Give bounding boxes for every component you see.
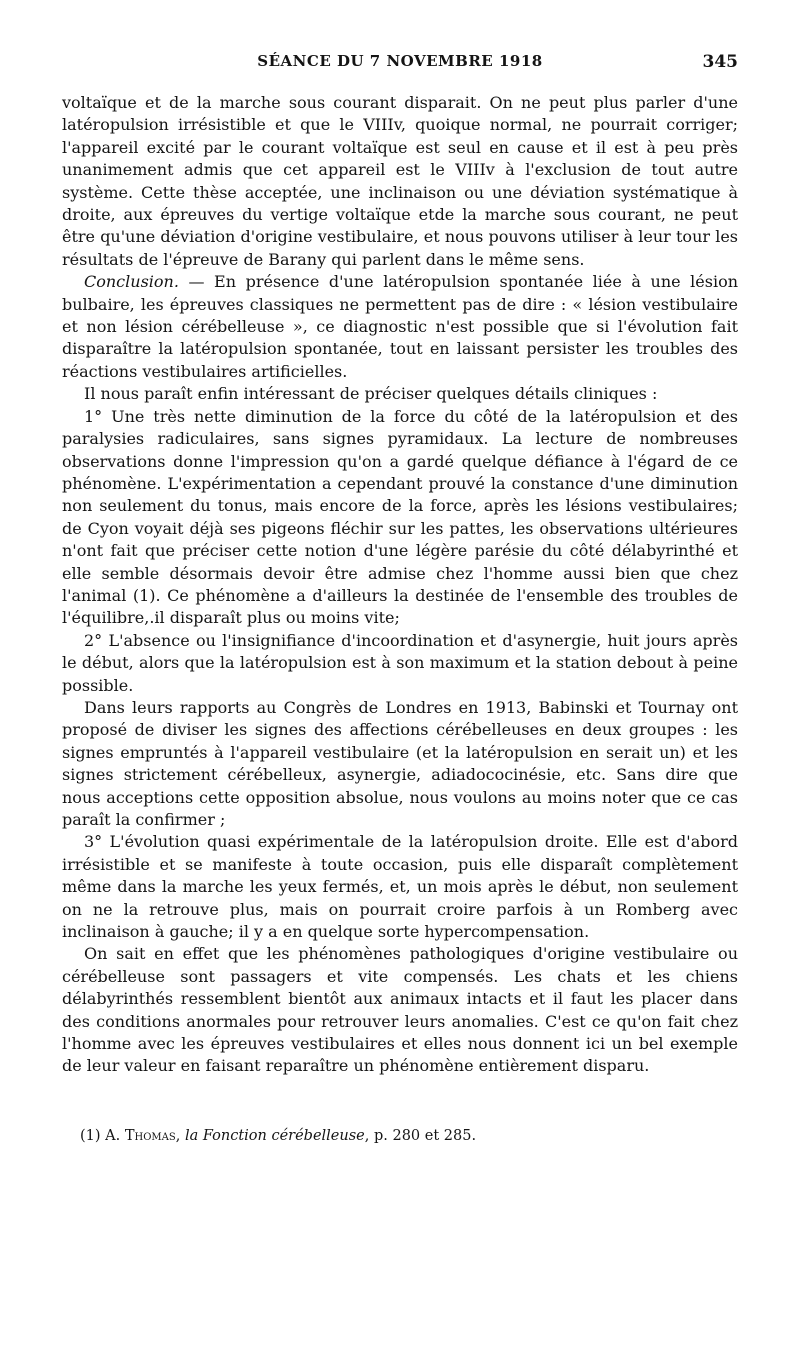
- conclusion-text: — En présence d'une latéropulsion spontanée liée à une lésion bulbaire, les épreuves classiques ne permettent pas de dire : « lésion vestibulaire et non lésion cérébelleuse », ce diagnostic n'est possible que si l'évolution fait disparaître la latéropulsion spontanée, tout en laissant persister les troubles des réactions vestibulaires artificielles.: [62, 272, 738, 381]
- paragraph-point-3: 3° L'évolution quasi expérimentale de la latéropulsion droite. Elle est d'abord irrésistible et se manifeste à toute occasion, puis elle disparaît complètement même dans la marche les yeux fermés, et, un mois après le début, non seulement on ne la retrouve plus, mais on pourrait croire parfois à un Romberg avec inclinaison à gauche; il y a en quelque sorte hypercompensation.: [62, 832, 738, 942]
- body-text: [62, 92, 738, 1078]
- running-title: SÉANCE DU 7 NOVEMBRE 1918: [257, 52, 543, 70]
- footnote-marker: (1) A.: [80, 1128, 125, 1144]
- paragraph-point-1: 1° Une très nette diminution de la force du côté de la latéropulsion et des paralysies radiculaires, sans signes pyramidaux. La lecture de nombreuses observations donne l'impression qu'on a gardé quelque défiance à l'égard de ce phénomène. L'expérimentation a cependant prouvé la constance d'une diminution non seulement du tonus, mais encore de la force, après les lésions vestibulaires; de Cyon voyait déjà ses pigeons fléchir sur les pattes, les observations ultérieures n'ont fait que préciser cette notion d'une légère parésie du côté délabyrinthé et elle semble désormais devoir être admise chez l'homme aussi bien que chez l'animal (1). Ce phénomène a d'ailleurs la destinée de l'ensemble des troubles de l'équilibre,.il disparaît plus ou moins vite;: [62, 406, 738, 628]
- footnote: [80, 1126, 738, 1146]
- footnote-author: Thomas: [124, 1128, 176, 1144]
- page-number: 345: [702, 52, 738, 72]
- paragraph-conclusion: [62, 271, 738, 383]
- paragraph-clinical-intro: Il nous paraît enfin intéressant de préciser quelques détails cliniques :: [84, 384, 658, 404]
- conclusion-label: Conclusion.: [84, 272, 179, 292]
- footnote-separator: ,: [175, 1128, 185, 1144]
- footnote-work: la Fonction cérébelleuse: [184, 1128, 365, 1144]
- paragraph-continued: voltaïque et de la marche sous courant disparait. On ne peut plus parler d'une latéropulsion irrésistible et que le VIIIv, quoique normal, ne pourrait corriger; l'appareil excité par le courant voltaïque est seul en cause et il est à peu près unanimement admis que cet appareil est le VIIIv à l'exclusion de tout autre système. Cette thèse acceptée, une inclinaison ou une déviation systématique à droite, aux épreuves du vertige voltaïque etde la marche sous courant, ne peut être qu'une déviation d'origine vestibulaire, et nous pouvons utiliser à leur tour les résultats de l'épreuve de Barany qui parlent dans le même sens.: [62, 93, 738, 269]
- paragraph-point-2: 2° L'absence ou l'insignifiance d'incoordination et d'asynergie, huit jours après le début, alors que la latéropulsion est à son maximum et la station debout à peine possible.: [62, 630, 738, 695]
- paragraph-closing: On sait en effet que les phénomènes pathologiques d'origine vestibulaire ou cérébelleuse sont passagers et vite compensés. Les chats et les chiens délabyrinthés ressemblent bientôt aux animaux intacts et il faut les placer dans des conditions anormales pour retrouver leurs anomalies. C'est ce qu'on fait chez l'homme avec les épreuves vestibulaires et elles nous donnent ici un bel exemple de leur valeur en faisant reparaître un phénomène entièrement disparu.: [62, 944, 738, 1076]
- running-header: [62, 52, 738, 80]
- footnote-pages: , p. 280 et 285.: [364, 1128, 477, 1144]
- paragraph-london-congress: Dans leurs rapports au Congrès de Londres en 1913, Babinski et Tournay ont proposé de diviser les signes des affections cérébelleuses en deux groupes : les signes empruntés à l'appareil vestibulaire (et la latéropulsion en serait un) et les signes strictement cérébelleux, asynergie, adiadococinésie, etc. Sans dire que nous acceptions cette opposition absolue, nous voulons au moins noter que ce cas paraît la confirmer ;: [62, 697, 738, 829]
